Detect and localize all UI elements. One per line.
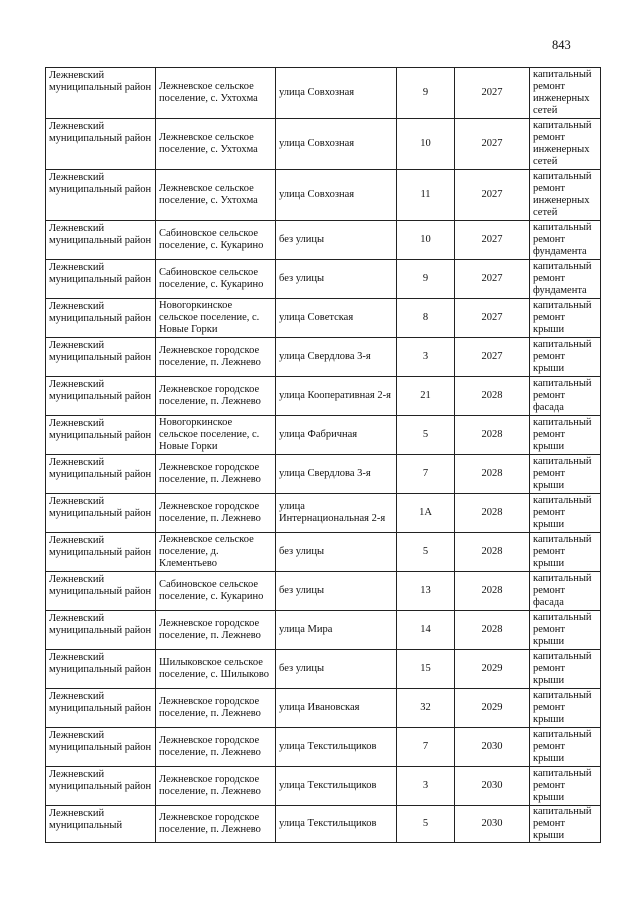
year-cell: 2030 xyxy=(455,728,530,767)
work-type-cell: капитальный ремонт крыши xyxy=(530,689,601,728)
district-cell: Лежневский муниципальный район xyxy=(46,611,156,650)
table-row xyxy=(46,689,601,728)
year-cell: 2028 xyxy=(455,572,530,611)
district-cell: Лежневский муниципальный район xyxy=(46,299,156,338)
year-cell: 2029 xyxy=(455,650,530,689)
table-row xyxy=(46,611,601,650)
district-cell: Лежневский муниципальный район xyxy=(46,338,156,377)
settlement-cell: Сабиновское сельское поселение, с. Кукарино xyxy=(156,221,276,260)
year-cell: 2027 xyxy=(455,119,530,170)
district-cell: Лежневский муниципальный район xyxy=(46,68,156,119)
work-type-cell: капитальный ремонт инженерных сетей xyxy=(530,170,601,221)
street-cell: улица Совхозная xyxy=(276,68,397,119)
street-cell: без улицы xyxy=(276,533,397,572)
work-type-cell: капитальный ремонт крыши xyxy=(530,728,601,767)
work-type-cell: капитальный ремонт фундамента xyxy=(530,221,601,260)
district-cell: Лежневский муниципальный район xyxy=(46,572,156,611)
house-number-cell: 9 xyxy=(397,68,455,119)
street-cell: улица Фабричная xyxy=(276,416,397,455)
year-cell: 2028 xyxy=(455,416,530,455)
street-cell: улица Свердлова 3-я xyxy=(276,338,397,377)
settlement-cell: Лежневское сельское поселение, с. Ухтохма xyxy=(156,68,276,119)
settlement-cell: Лежневское городское поселение, п. Лежнево xyxy=(156,689,276,728)
street-cell: улица Советская xyxy=(276,299,397,338)
street-cell: без улицы xyxy=(276,260,397,299)
street-cell: улица Текстильщиков xyxy=(276,728,397,767)
district-cell: Лежневский муниципальный район xyxy=(46,377,156,416)
street-cell: улица Совхозная xyxy=(276,119,397,170)
house-number-cell: 10 xyxy=(397,119,455,170)
settlement-cell: Лежневское городское поселение, п. Лежнево xyxy=(156,767,276,806)
table-row xyxy=(46,455,601,494)
page-number: 843 xyxy=(552,38,571,52)
table-row xyxy=(46,377,601,416)
house-number-cell: 5 xyxy=(397,806,455,843)
street-cell: без улицы xyxy=(276,650,397,689)
street-cell: улица Кооперативная 2-я xyxy=(276,377,397,416)
work-type-cell: капитальный ремонт фасада xyxy=(530,377,601,416)
year-cell: 2027 xyxy=(455,221,530,260)
settlement-cell: Лежневское городское поселение, п. Лежнево xyxy=(156,494,276,533)
work-type-cell: капитальный ремонт крыши xyxy=(530,299,601,338)
year-cell: 2028 xyxy=(455,455,530,494)
settlement-cell: Новогоркинское сельское поселение, с. Новые Горки xyxy=(156,299,276,338)
house-number-cell: 10 xyxy=(397,221,455,260)
settlement-cell: Лежневское городское поселение, п. Лежнево xyxy=(156,377,276,416)
year-cell: 2028 xyxy=(455,494,530,533)
street-cell: без улицы xyxy=(276,572,397,611)
house-number-cell: 1А xyxy=(397,494,455,533)
district-cell: Лежневский муниципальный xyxy=(46,806,156,843)
settlement-cell: Лежневское сельское поселение, д. Клементьево xyxy=(156,533,276,572)
district-cell: Лежневский муниципальный район xyxy=(46,119,156,170)
house-number-cell: 11 xyxy=(397,170,455,221)
house-number-cell: 8 xyxy=(397,299,455,338)
district-cell: Лежневский муниципальный район xyxy=(46,533,156,572)
table-row xyxy=(46,494,601,533)
table-row xyxy=(46,221,601,260)
settlement-cell: Лежневское сельское поселение, с. Ухтохма xyxy=(156,119,276,170)
year-cell: 2028 xyxy=(455,377,530,416)
house-number-cell: 14 xyxy=(397,611,455,650)
year-cell: 2028 xyxy=(455,533,530,572)
street-cell: улица Текстильщиков xyxy=(276,767,397,806)
house-number-cell: 5 xyxy=(397,533,455,572)
district-cell: Лежневский муниципальный район xyxy=(46,455,156,494)
year-cell: 2029 xyxy=(455,689,530,728)
settlement-cell: Сабиновское сельское поселение, с. Кукарино xyxy=(156,572,276,611)
work-type-cell: капитальный ремонт крыши xyxy=(530,533,601,572)
district-cell: Лежневский муниципальный район xyxy=(46,494,156,533)
district-cell: Лежневский муниципальный район xyxy=(46,416,156,455)
street-cell: улица Интернациональная 2-я xyxy=(276,494,397,533)
house-number-cell: 7 xyxy=(397,455,455,494)
table-row xyxy=(46,728,601,767)
table-row xyxy=(46,650,601,689)
street-cell: без улицы xyxy=(276,221,397,260)
district-cell: Лежневский муниципальный район xyxy=(46,221,156,260)
district-cell: Лежневский муниципальный район xyxy=(46,650,156,689)
settlement-cell: Лежневское городское поселение, п. Лежнево xyxy=(156,611,276,650)
district-cell: Лежневский муниципальный район xyxy=(46,767,156,806)
street-cell: улица Текстильщиков xyxy=(276,806,397,843)
work-type-cell: капитальный ремонт крыши xyxy=(530,611,601,650)
year-cell: 2027 xyxy=(455,299,530,338)
year-cell: 2027 xyxy=(455,260,530,299)
work-type-cell: капитальный ремонт крыши xyxy=(530,455,601,494)
house-number-cell: 3 xyxy=(397,767,455,806)
work-type-cell: капитальный ремонт фундамента xyxy=(530,260,601,299)
settlement-cell: Шилыковское сельское поселение, с. Шилыково xyxy=(156,650,276,689)
table-row xyxy=(46,119,601,170)
table-row xyxy=(46,416,601,455)
settlement-cell: Лежневское городское поселение, п. Лежнево xyxy=(156,338,276,377)
year-cell: 2027 xyxy=(455,68,530,119)
table-row xyxy=(46,806,601,843)
settlement-cell: Новогоркинское сельское поселение, с. Новые Горки xyxy=(156,416,276,455)
house-number-cell: 5 xyxy=(397,416,455,455)
house-number-cell: 9 xyxy=(397,260,455,299)
district-cell: Лежневский муниципальный район xyxy=(46,260,156,299)
house-number-cell: 32 xyxy=(397,689,455,728)
settlement-cell: Лежневское городское поселение, п. Лежнево xyxy=(156,728,276,767)
house-number-cell: 13 xyxy=(397,572,455,611)
work-type-cell: капитальный ремонт крыши xyxy=(530,806,601,843)
street-cell: улица Совхозная xyxy=(276,170,397,221)
district-cell: Лежневский муниципальный район xyxy=(46,170,156,221)
work-type-cell: капитальный ремонт крыши xyxy=(530,416,601,455)
work-type-cell: капитальный ремонт инженерных сетей xyxy=(530,119,601,170)
street-cell: улица Ивановская xyxy=(276,689,397,728)
housing-repair-table xyxy=(45,67,601,843)
work-type-cell: капитальный ремонт крыши xyxy=(530,338,601,377)
table-row xyxy=(46,572,601,611)
table-row xyxy=(46,533,601,572)
street-cell: улица Свердлова 3-я xyxy=(276,455,397,494)
settlement-cell: Лежневское городское поселение, п. Лежнево xyxy=(156,455,276,494)
settlement-cell: Лежневское сельское поселение, с. Ухтохма xyxy=(156,170,276,221)
work-type-cell: капитальный ремонт инженерных сетей xyxy=(530,68,601,119)
district-cell: Лежневский муниципальный район xyxy=(46,728,156,767)
district-cell: Лежневский муниципальный район xyxy=(46,689,156,728)
table-row xyxy=(46,299,601,338)
year-cell: 2030 xyxy=(455,806,530,843)
house-number-cell: 15 xyxy=(397,650,455,689)
house-number-cell: 21 xyxy=(397,377,455,416)
table-row xyxy=(46,170,601,221)
year-cell: 2030 xyxy=(455,767,530,806)
settlement-cell: Лежневское городское поселение, п. Лежнево xyxy=(156,806,276,843)
table-row xyxy=(46,260,601,299)
year-cell: 2027 xyxy=(455,338,530,377)
house-number-cell: 7 xyxy=(397,728,455,767)
house-number-cell: 3 xyxy=(397,338,455,377)
year-cell: 2027 xyxy=(455,170,530,221)
work-type-cell: капитальный ремонт крыши xyxy=(530,494,601,533)
work-type-cell: капитальный ремонт фасада xyxy=(530,572,601,611)
table-row xyxy=(46,68,601,119)
street-cell: улица Мира xyxy=(276,611,397,650)
settlement-cell: Сабиновское сельское поселение, с. Кукарино xyxy=(156,260,276,299)
table-row xyxy=(46,767,601,806)
year-cell: 2028 xyxy=(455,611,530,650)
work-type-cell: капитальный ремонт крыши xyxy=(530,767,601,806)
work-type-cell: капитальный ремонт крыши xyxy=(530,650,601,689)
table-row xyxy=(46,338,601,377)
